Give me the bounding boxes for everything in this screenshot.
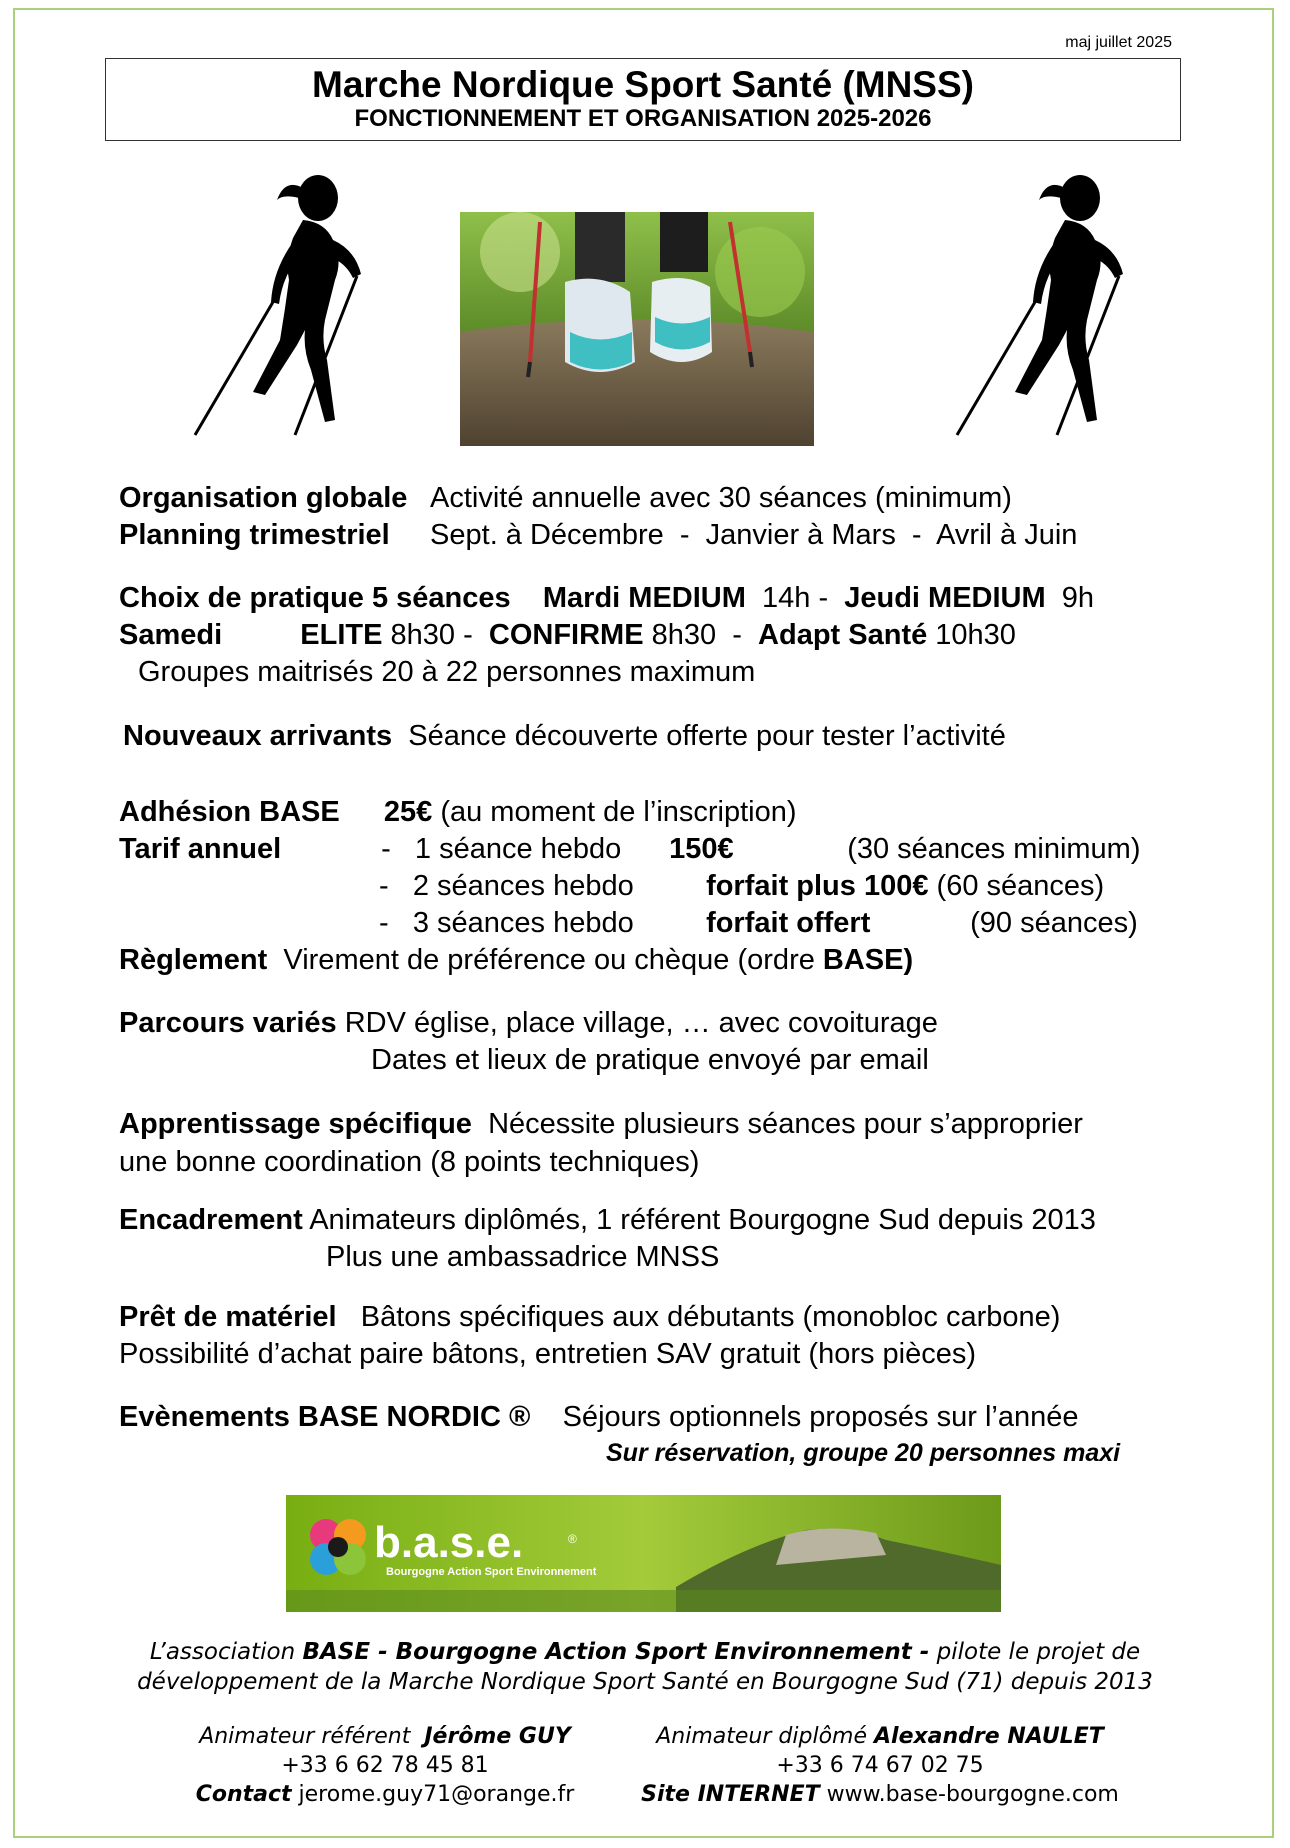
right-name: Alexandre NAULET	[874, 1724, 1104, 1749]
parcours-text: RDV église, place village, … avec covoiturage	[344, 1007, 938, 1039]
apprentissage-label: Apprentissage spécifique	[119, 1108, 472, 1140]
tarif3-price: forfait offert	[706, 907, 871, 939]
groupes-text: Groupes maitrisés 20 à 22 personnes maximum	[138, 656, 756, 688]
row-choix	[119, 581, 1094, 615]
jeudi-label: Jeudi MEDIUM	[844, 582, 1046, 614]
walker-silhouette-right	[940, 170, 1150, 450]
pret-text-2: Possibilité d’achat paire bâtons, entretien SAV gratuit (hors pièces)	[119, 1338, 977, 1370]
reglement-label: Règlement	[119, 944, 268, 976]
walker-silhouette-left	[185, 170, 395, 450]
organisation-text: Activité annuelle avec 30 séances (minimum)	[430, 482, 1012, 514]
adhesion-price: 25€	[383, 796, 433, 828]
samedi-label: Samedi	[119, 619, 223, 651]
right-site[interactable]: www.base-bourgogne.com	[826, 1782, 1119, 1807]
association-post: pilote le projet de	[936, 1639, 1141, 1665]
row-tarif-2	[379, 869, 1104, 903]
left-role: Animateur référent	[199, 1724, 411, 1749]
nouveaux-label: Nouveaux arrivants	[123, 720, 393, 752]
row-organisation	[119, 481, 1012, 515]
association-pre: L’association	[149, 1639, 296, 1665]
adapt-label: Adapt Santé	[758, 619, 928, 651]
jeudi-time: 9h	[1061, 582, 1095, 614]
page-title: Marche Nordique Sport Santé (MNSS)	[312, 64, 974, 105]
encadrement-label: Encadrement	[119, 1204, 303, 1236]
tarif1-note: (30 séances minimum)	[847, 833, 1141, 865]
planning-text: Sept. à Décembre - Janvier à Mars - Avril à Juin	[430, 519, 1078, 551]
elite-time: 8h30 -	[390, 619, 473, 651]
evenements-text: Séjours optionnels proposés sur l’année	[562, 1401, 1079, 1433]
row-tarif-3	[379, 906, 1138, 940]
reglement-text: Virement de préférence ou chèque (ordre	[283, 944, 815, 976]
base-logo-icon	[310, 1519, 366, 1575]
choix-label: Choix de pratique 5 séances	[119, 582, 511, 614]
row-tarif-1	[119, 832, 1141, 866]
confirme-label: CONFIRME	[488, 619, 644, 651]
tarif1-text: - 1 séance hebdo	[381, 833, 622, 865]
tarif2-text: - 2 séances hebdo	[379, 870, 634, 902]
evenements-note: Sur réservation, groupe 20 personnes maxi	[606, 1439, 1121, 1467]
reglement-bold: BASE)	[822, 944, 914, 976]
contact-left	[160, 1722, 610, 1809]
base-logo-banner	[286, 1495, 1001, 1612]
right-role: Animateur diplômé	[656, 1724, 867, 1749]
left-name: Jérôme GUY	[424, 1724, 571, 1749]
association-line-2: développement de la Marche Nordique Sport Santé en Bourgogne Sud (71) depuis 2013	[137, 1669, 1153, 1695]
row-parcours	[119, 1006, 938, 1040]
apprentissage-text-2: une bonne coordination (8 points techniques)	[119, 1146, 700, 1178]
elite-label: ELITE	[300, 619, 383, 651]
base-logo-reg: ®	[568, 1532, 577, 1546]
tarif2-note: (60 séances)	[936, 870, 1105, 902]
tarif1-price: 150€	[669, 833, 734, 865]
left-phone: +33 6 62 78 45 81	[281, 1753, 489, 1778]
contact-right	[640, 1722, 1120, 1809]
left-email[interactable]: jerome.guy71@orange.fr	[298, 1782, 575, 1807]
base-logo-tagline: Bourgogne Action Sport Environnement	[386, 1566, 597, 1578]
row-evenements	[119, 1400, 1078, 1434]
tarif3-text: - 3 séances hebdo	[379, 907, 634, 939]
row-nouveaux	[123, 719, 1006, 753]
parcours-label: Parcours variés	[119, 1007, 337, 1039]
encadrement-text-2: Plus une ambassadrice MNSS	[326, 1241, 720, 1273]
page-subtitle: FONCTIONNEMENT ET ORGANISATION 2025-2026	[354, 105, 932, 132]
row-encadrement	[119, 1203, 1096, 1237]
base-logo-brand: b.a.s.e.	[374, 1518, 524, 1567]
row-apprentissage	[119, 1107, 1083, 1141]
mardi-time: 14h -	[762, 582, 829, 614]
row-reglement	[119, 943, 913, 977]
update-date: maj juillet 2025	[1065, 34, 1172, 51]
mardi-label: Mardi MEDIUM	[542, 582, 746, 614]
right-site-label: Site INTERNET	[641, 1782, 820, 1807]
adapt-time: 10h30	[935, 619, 1016, 651]
association-line-1	[0, 1637, 1290, 1667]
confirme-time: 8h30 -	[651, 619, 742, 651]
planning-label: Planning trimestriel	[119, 519, 390, 551]
association-bold: BASE - Bourgogne Action Sport Environnement -	[302, 1639, 930, 1665]
row-samedi	[119, 618, 1016, 652]
encadrement-text: Animateurs diplômés, 1 référent Bourgogne Sud depuis 2013	[309, 1204, 1096, 1236]
right-phone: +33 6 74 67 02 75	[776, 1753, 984, 1778]
pret-label: Prêt de matériel	[119, 1301, 337, 1333]
tarif2-price: forfait plus 100€	[706, 870, 929, 902]
nordic-walking-photo	[460, 212, 814, 446]
adhesion-text: (au moment de l’inscription)	[440, 796, 797, 828]
evenements-label: Evènements BASE NORDIC ®	[119, 1401, 531, 1433]
nouveaux-text: Séance découverte offerte pour tester l’activité	[408, 720, 1006, 752]
pret-text: Bâtons spécifiques aux débutants (monobloc carbone)	[360, 1301, 1061, 1333]
row-planning	[119, 518, 1077, 552]
row-pret	[119, 1300, 1060, 1334]
tarif-label: Tarif annuel	[119, 833, 282, 865]
apprentissage-text: Nécessite plusieurs séances pour s’approprier	[488, 1108, 1083, 1140]
left-contact-label: Contact	[195, 1782, 292, 1807]
organisation-label: Organisation globale	[119, 482, 408, 514]
row-adhesion	[119, 795, 797, 829]
parcours-text-2: Dates et lieux de pratique envoyé par email	[371, 1044, 929, 1076]
title-box	[105, 58, 1181, 141]
adhesion-label: Adhésion BASE	[119, 796, 340, 828]
tarif3-note: (90 séances)	[970, 907, 1138, 939]
